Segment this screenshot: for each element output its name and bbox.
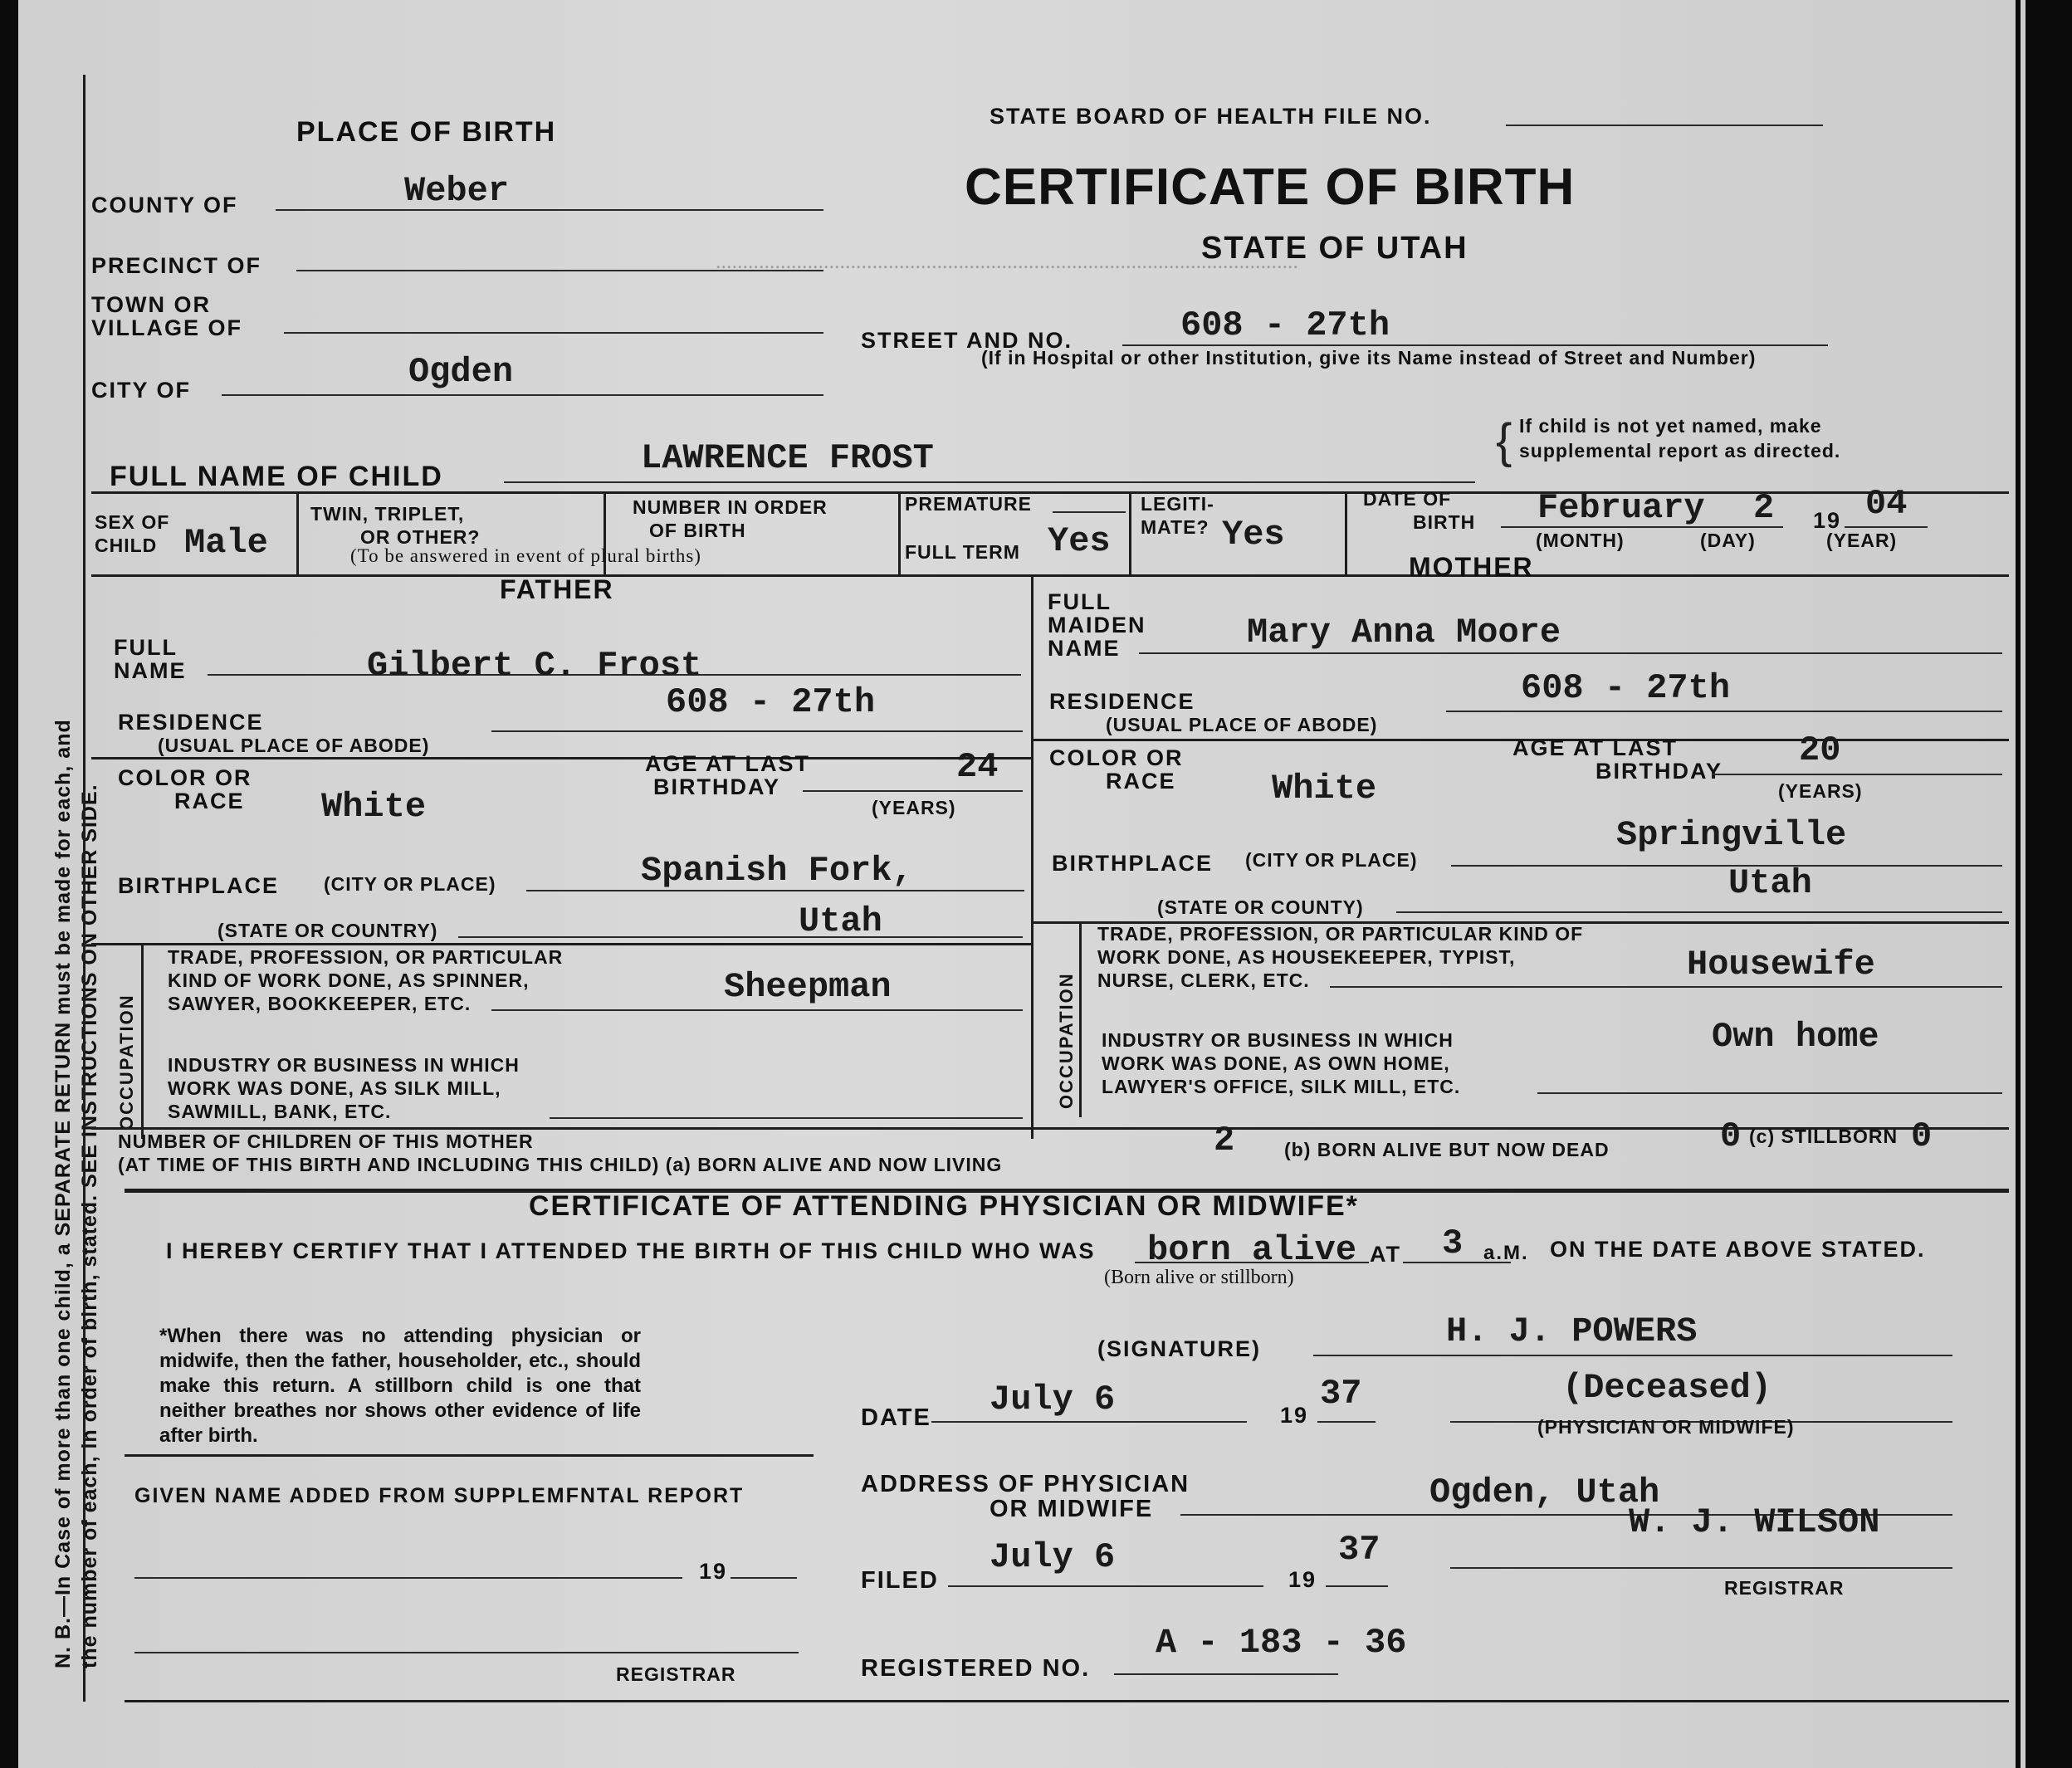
father-state-country-label: (STATE OR COUNTRY): [217, 920, 438, 941]
father-color-value: White: [321, 787, 427, 827]
date-year-value: 37: [1320, 1374, 1362, 1414]
father-name-value: Gilbert C. Frost: [367, 646, 702, 686]
street-label: STREET AND NO.: [861, 328, 1073, 353]
born-status-value: born alive: [1147, 1230, 1357, 1270]
dob-day-caption: (DAY): [1700, 530, 1756, 551]
dob-year-value: 04: [1865, 484, 1908, 524]
children-stillborn-label: (c) STILLBORN: [1749, 1126, 1899, 1147]
registrar-line: [1450, 1567, 1952, 1569]
right-border: [2016, 0, 2021, 1768]
full-term-value: Yes: [1048, 521, 1111, 561]
mother-city-place-label: (CITY OR PLACE): [1245, 849, 1418, 871]
father-occupation-top-rule: [91, 943, 1031, 945]
mother-trade-label-1: TRADE, PROFESSION, OR PARTICULAR KIND OF: [1097, 923, 1584, 945]
father-birthplace-label: BIRTHPLACE: [118, 873, 279, 898]
county-line: [276, 209, 823, 211]
mother-age-label-2: BIRTHDAY: [1596, 759, 1723, 784]
mother-full-label: FULL: [1048, 589, 1112, 614]
registered-no-label: REGISTERED NO.: [861, 1655, 1091, 1682]
side-note-line-2: the number of each, in order of birth, stated. SEE INSTRUCTIONS ON OTHER SIDE.: [78, 784, 101, 1668]
mother-heading: MOTHER: [1409, 552, 1534, 582]
name-note-line-2: supplemental report as directed.: [1519, 440, 1841, 462]
child-name-line: [504, 481, 1475, 483]
mother-industry-value: Own home: [1712, 1017, 1879, 1057]
mother-name-label: NAME: [1048, 636, 1121, 661]
mother-birthplace-city-value: Springville: [1616, 815, 1847, 855]
precinct-line: [296, 270, 823, 271]
name-note-line-1: If child is not yet named, make: [1519, 415, 1822, 437]
left-border: [83, 75, 86, 1702]
born-status-hint: (Born alive or stillborn): [1104, 1267, 1294, 1288]
town-line: [284, 332, 823, 334]
ghost-print: ............................................................................................................: [716, 249, 1298, 273]
mother-age-value: 20: [1799, 730, 1841, 770]
father-name-label: NAME: [114, 658, 187, 683]
mother-trade-line: [1330, 986, 2002, 988]
date-above-label: ON THE DATE ABOVE STATED.: [1550, 1237, 1926, 1262]
street-note: (If in Hospital or other Institution, give its Name instead of Street and Number): [981, 347, 1757, 369]
children-label-2: (AT TIME OF THIS BIRTH AND INCLUDING THIS CHILD) (a) BORN ALIVE AND NOW LIVING: [118, 1154, 1003, 1175]
mother-birthplace-city-line: [1451, 865, 2002, 867]
children-dead-label: (b) BORN ALIVE BUT NOW DEAD: [1284, 1139, 1610, 1160]
mother-age-label-1: AGE AT LAST: [1512, 735, 1678, 760]
supplemental-line: [134, 1577, 682, 1579]
children-label-1: NUMBER OF CHILDREN OF THIS MOTHER: [118, 1131, 534, 1152]
father-birthplace-state-line: [458, 936, 1023, 938]
father-occupation-side-rule: [141, 943, 144, 1139]
name-note-brace: {: [1496, 414, 1512, 468]
dob-century: 19: [1813, 508, 1842, 533]
physician-footnote: *When there was no attending physician or midwife, then the father, householder, etc., should make this return. A stillborn child is one that neither breathes nor shows other evidence of life after birth.: [159, 1325, 641, 1447]
father-trade-line: [491, 1009, 1023, 1011]
registered-no-value: A - 183 - 36: [1156, 1623, 1407, 1663]
mother-years-caption: (YEARS): [1778, 780, 1863, 802]
full-term-label: FULL TERM: [905, 541, 1020, 563]
mother-name-line: [1139, 652, 2002, 654]
city-label: CITY OF: [91, 378, 192, 403]
supplemental-century: 19: [699, 1559, 728, 1584]
filed-value: July 6: [990, 1537, 1116, 1577]
father-age-label-2: BIRTHDAY: [653, 774, 781, 799]
mother-age-line: [1712, 774, 2002, 775]
certify-text: I HEREBY CERTIFY THAT I ATTENDED THE BIRTH OF THIS CHILD WHO WAS: [166, 1238, 1096, 1263]
mother-industry-label-3: LAWYER'S OFFICE, SILK MILL, ETC.: [1102, 1076, 1461, 1097]
premature-label: PREMATURE: [905, 493, 1032, 515]
signature-label: (SIGNATURE): [1097, 1336, 1261, 1361]
father-residence-value: 608 - 27th: [666, 682, 876, 722]
physician-caption: (PHYSICIAN OR MIDWIFE): [1537, 1416, 1795, 1438]
sex-label-1: SEX OF: [95, 511, 170, 533]
father-age-line: [803, 790, 1023, 792]
legitimate-label-2: MATE?: [1141, 516, 1209, 538]
town-label-2: VILLAGE OF: [91, 315, 242, 340]
filed-century: 19: [1288, 1567, 1317, 1592]
time-value: 3: [1442, 1223, 1464, 1263]
mother-color-label-2: RACE: [1106, 769, 1176, 794]
date-year-line: [1317, 1421, 1376, 1423]
supplemental-year-line: [731, 1577, 797, 1579]
children-dead-value: 0: [1720, 1116, 1742, 1156]
father-industry-line: [550, 1117, 1023, 1119]
dob-day-value: 2: [1753, 488, 1775, 528]
mother-residence-line: [1446, 711, 2002, 712]
mother-birthplace-state-value: Utah: [1728, 863, 1812, 903]
dob-month-value: February: [1537, 488, 1705, 528]
father-age-label-1: AGE AT LAST: [645, 751, 810, 776]
twin-label-1: TWIN, TRIPLET,: [310, 503, 465, 525]
mother-color-label-1: COLOR OR: [1049, 745, 1184, 770]
dob-label-1: DATE OF: [1363, 488, 1452, 510]
side-note-line-1: N. B.—In Case of more than one child, a SEPARATE RETURN must be made for each, and: [51, 719, 75, 1668]
date-century: 19: [1280, 1403, 1309, 1428]
birth-certificate-sheet: [18, 0, 2026, 1768]
father-residence-label: RESIDENCE: [118, 710, 264, 735]
registrar-caption: REGISTRAR: [1724, 1577, 1845, 1599]
supplemental-label: GIVEN NAME ADDED FROM SUPPLEMFNTAL REPORT: [134, 1484, 745, 1507]
father-years-caption: (YEARS): [872, 797, 956, 818]
street-value: 608 - 27th: [1180, 305, 1390, 345]
mother-abode-label: (USUAL PLACE OF ABODE): [1106, 714, 1378, 735]
at-label: AT: [1370, 1242, 1401, 1267]
am-label: a.M.: [1483, 1242, 1529, 1264]
filed-year-value: 37: [1338, 1530, 1381, 1570]
child-name-value: LAWRENCE FROST: [641, 438, 934, 478]
plural-note: (To be answered in event of plural births): [350, 545, 701, 566]
row-divider-3: [898, 491, 901, 574]
footnote-bottom-rule: [125, 1454, 814, 1457]
filed-label: FILED: [861, 1567, 939, 1594]
date-label: DATE: [861, 1404, 931, 1431]
row-divider-5: [1345, 491, 1347, 574]
sex-label-2: CHILD: [95, 535, 158, 556]
mother-maiden-label: MAIDEN: [1048, 613, 1146, 637]
certificate-title: CERTIFICATE OF BIRTH: [965, 159, 1576, 216]
sex-value: Male: [184, 523, 268, 563]
father-abode-label: (USUAL PLACE OF ABODE): [158, 735, 430, 756]
address-label-1: ADDRESS OF PHYSICIAN: [861, 1471, 1190, 1497]
registrar-name-value: W. J. WILSON: [1629, 1502, 1880, 1542]
legitimate-label-1: LEGITI-: [1141, 493, 1214, 515]
father-full-label: FULL: [114, 635, 178, 660]
mother-residence-label: RESIDENCE: [1049, 689, 1195, 714]
order-label-2: OF BIRTH: [649, 520, 746, 541]
father-occupation-label: OCCUPATION: [116, 994, 137, 1131]
state-file-line: [1506, 125, 1823, 126]
mother-occupation-label: OCCUPATION: [1056, 972, 1077, 1109]
date-line: [931, 1421, 1247, 1423]
father-industry-label-2: WORK WAS DONE, AS SILK MILL,: [168, 1077, 501, 1099]
row-divider-4: [1129, 491, 1131, 574]
dob-label-2: BIRTH: [1413, 511, 1476, 533]
mother-state-county-label: (STATE OR COUNTY): [1157, 896, 1364, 918]
father-heading: FATHER: [500, 574, 614, 604]
father-residence-rule: [91, 757, 1031, 759]
father-age-value: 24: [956, 747, 999, 787]
supplemental-registrar-line: [134, 1652, 799, 1653]
mother-occupation-side-rule: [1079, 921, 1082, 1117]
signature-value: H. J. POWERS: [1446, 1311, 1698, 1351]
precinct-label: PRECINCT OF: [91, 253, 262, 278]
state-subtitle: STATE OF UTAH: [1201, 231, 1468, 266]
father-color-label-2: RACE: [174, 789, 245, 813]
address-label-2: OR MIDWIFE: [990, 1496, 1154, 1522]
children-stillborn-value: 0: [1911, 1116, 1933, 1156]
mother-trade-label-2: WORK DONE, AS HOUSEKEEPER, TYPIST,: [1097, 946, 1516, 968]
legitimate-value: Yes: [1222, 515, 1285, 554]
date-value: July 6: [990, 1380, 1116, 1419]
supplemental-registrar-caption: REGISTRAR: [616, 1663, 736, 1685]
county-value: Weber: [404, 171, 510, 211]
city-value: Ogden: [408, 352, 514, 392]
mother-trade-value: Housewife: [1687, 945, 1875, 984]
dob-year-line: [1845, 526, 1928, 528]
mother-name-value: Mary Anna Moore: [1247, 613, 1561, 652]
mother-industry-label-2: WORK WAS DONE, AS OWN HOME,: [1102, 1052, 1450, 1074]
city-line: [222, 394, 823, 396]
parents-divider: [1031, 574, 1034, 1139]
father-industry-label-3: SAWMILL, BANK, ETC.: [168, 1101, 392, 1122]
deceased-value: (Deceased): [1562, 1368, 1772, 1408]
father-trade-label-1: TRADE, PROFESSION, OR PARTICULAR: [168, 946, 564, 968]
mother-birthplace-state-line: [1396, 911, 2002, 913]
address-value: Ogden, Utah: [1429, 1473, 1660, 1512]
dob-year-caption: (YEAR): [1826, 530, 1898, 551]
row-divider-1: [296, 491, 299, 574]
mother-trade-label-3: NURSE, CLERK, ETC.: [1097, 969, 1310, 991]
father-city-place-label: (CITY OR PLACE): [324, 873, 496, 895]
filed-line: [948, 1585, 1263, 1587]
mother-birthplace-label: BIRTHPLACE: [1052, 851, 1213, 876]
father-birthplace-state-value: Utah: [799, 901, 882, 941]
filed-year-line: [1326, 1585, 1388, 1587]
mother-color-value: White: [1272, 769, 1377, 808]
signature-line: [1313, 1355, 1952, 1356]
registered-no-line: [1114, 1673, 1338, 1675]
bottom-rule: [125, 1700, 2009, 1702]
place-of-birth-heading: PLACE OF BIRTH: [296, 116, 557, 148]
premature-line: [1053, 511, 1126, 513]
county-label: COUNTY OF: [91, 193, 238, 217]
mother-industry-line: [1537, 1092, 2002, 1094]
father-trade-label-2: KIND OF WORK DONE, AS SPINNER,: [168, 969, 530, 991]
child-name-label: FULL NAME OF CHILD: [110, 461, 443, 492]
father-industry-label-1: INDUSTRY OR BUSINESS IN WHICH: [168, 1054, 520, 1076]
row-bottom-rule: [91, 574, 2009, 577]
dob-month-caption: (MONTH): [1536, 530, 1625, 551]
row-top-rule: [91, 491, 2009, 494]
state-file-label: STATE BOARD OF HEALTH FILE NO.: [990, 104, 1432, 129]
town-label-1: TOWN OR: [91, 292, 211, 317]
certificate-heading: CERTIFICATE OF ATTENDING PHYSICIAN OR MIDWIFE*: [529, 1190, 1359, 1222]
father-trade-label-3: SAWYER, BOOKKEEPER, ETC.: [168, 993, 472, 1014]
mother-residence-value: 608 - 27th: [1521, 668, 1731, 708]
order-label-1: NUMBER IN ORDER: [633, 496, 828, 518]
children-living-value: 2: [1214, 1121, 1235, 1160]
father-residence-line: [491, 730, 1023, 732]
father-trade-value: Sheepman: [724, 967, 892, 1007]
mother-industry-label-1: INDUSTRY OR BUSINESS IN WHICH: [1102, 1029, 1454, 1051]
twin-label-2: OR OTHER?: [360, 526, 481, 548]
father-color-label-1: COLOR OR: [118, 765, 252, 790]
father-birthplace-city-value: Spanish Fork,: [641, 851, 913, 891]
